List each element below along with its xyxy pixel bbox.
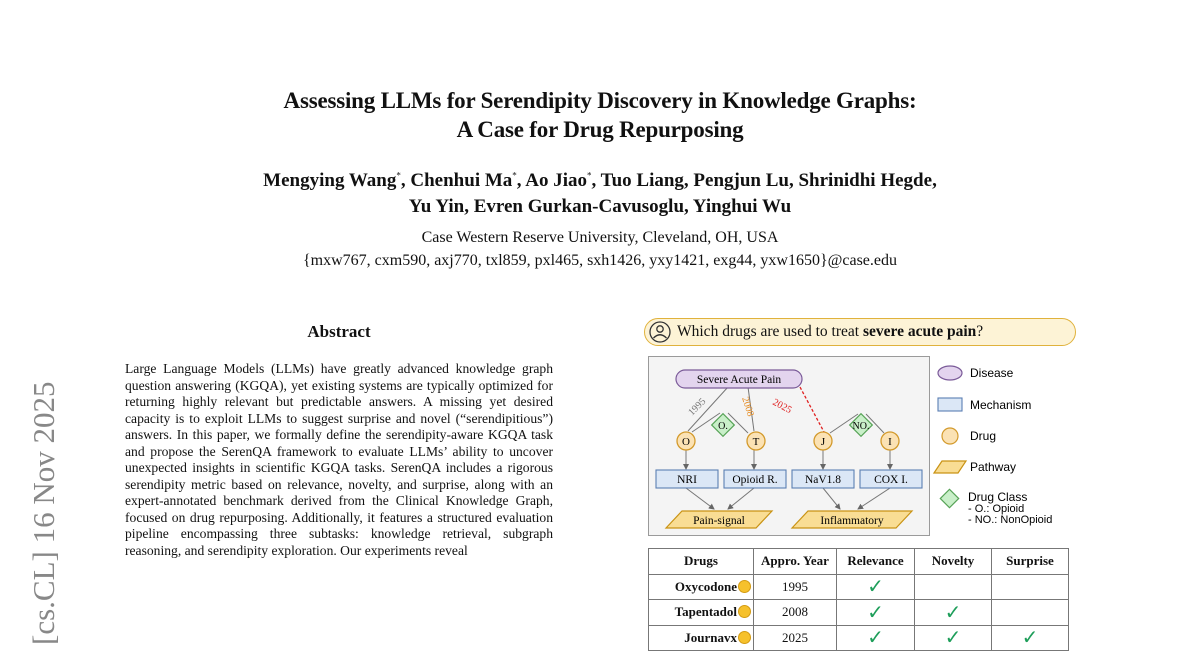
legend-drug-class-swatch bbox=[940, 489, 958, 507]
legend-mechanism-swatch bbox=[938, 398, 962, 411]
check-icon: ✓ bbox=[867, 625, 884, 650]
arxiv-stamp-text: [cs.CL] 16 Nov 2025 bbox=[26, 381, 61, 645]
question-text bbox=[677, 323, 983, 341]
legend-pathway-swatch bbox=[934, 461, 966, 473]
drug-class-node-o-label: O. bbox=[718, 421, 728, 432]
equal-contribution-mark: * bbox=[512, 170, 517, 181]
paper-title-line1: Assessing LLMs for Serendipity Discovery in Knowledge Graphs: bbox=[283, 88, 917, 113]
novelty-cell bbox=[915, 625, 992, 651]
drug-name-cell: Tapentadol bbox=[649, 600, 754, 626]
legend-drug-class-o: - O.: Opioid bbox=[968, 503, 1025, 515]
approval-year-cell: 2025 bbox=[754, 625, 837, 651]
col-novelty: Novelty bbox=[915, 549, 992, 575]
drug-table bbox=[648, 548, 1069, 651]
surprise-cell bbox=[992, 625, 1069, 651]
table-row bbox=[649, 574, 1069, 600]
col-surprise: Surprise bbox=[992, 549, 1069, 575]
novelty-cell bbox=[915, 574, 992, 600]
drug-class-node-no-label: NO. bbox=[852, 421, 870, 432]
author-name: Mengying Wang bbox=[263, 170, 397, 191]
edge-2025 bbox=[800, 387, 824, 432]
author-emails: {mxw767, cxm590, axj770, txl859, pxl465, sxh1426, yxy1421, exg44, yxw1650}@case.edu bbox=[302, 252, 898, 269]
paper-title-line2: A Case for Drug Repurposing bbox=[456, 117, 744, 142]
check-icon: ✓ bbox=[1021, 625, 1039, 650]
col-year: Appro. Year bbox=[754, 549, 837, 575]
drug-node-o-label: O bbox=[682, 436, 690, 448]
abstract-heading: Abstract bbox=[307, 322, 371, 341]
author-list-line2: Yu Yin, Evren Gurkan-Cavusoglu, Yinghui Wu bbox=[408, 196, 792, 217]
knowledge-graph bbox=[648, 356, 930, 536]
equal-contribution-mark: * bbox=[586, 170, 592, 181]
author-name: Tuo Liang bbox=[600, 170, 684, 191]
check-icon: ✓ bbox=[944, 599, 962, 624]
check-icon: ✓ bbox=[944, 625, 962, 650]
legend-disease-label: Disease bbox=[970, 366, 1014, 380]
graph-legend bbox=[932, 356, 1082, 536]
check-icon: ✓ bbox=[867, 574, 884, 599]
affiliation: Case Western Reserve University, Cleveland, OH, USA bbox=[421, 229, 779, 246]
legend-disease-swatch bbox=[938, 366, 962, 380]
surprise-cell bbox=[992, 574, 1069, 600]
disease-node-label: Severe Acute Pain bbox=[696, 374, 782, 386]
user-icon bbox=[648, 320, 672, 344]
mechanism-label-nav: NaV1.8 bbox=[804, 474, 842, 486]
legend-mechanism-label: Mechanism bbox=[970, 398, 1032, 412]
drug-name-cell: Oxycodone bbox=[649, 574, 754, 600]
edge-year-1995: 1995 bbox=[686, 396, 709, 419]
smiley-icon bbox=[738, 631, 751, 644]
drug-name-cell: Journavx bbox=[649, 625, 754, 651]
author-name: Pengjun Lu bbox=[693, 170, 789, 191]
pathway-label-inflammatory: Inflammatory bbox=[820, 515, 884, 527]
table-row bbox=[649, 625, 1069, 651]
relevance-cell bbox=[837, 600, 915, 626]
smiley-icon bbox=[738, 580, 751, 593]
table-row bbox=[649, 600, 1069, 626]
question-suffix: ? bbox=[976, 323, 984, 340]
legend-pathway-label: Pathway bbox=[970, 460, 1017, 474]
question-prefix: Which drugs are used to treat bbox=[677, 323, 863, 340]
drug-node-i-label: I bbox=[888, 436, 892, 448]
drug-node-j-label: J bbox=[820, 436, 826, 448]
author-list-line1: Mengying Wang*, Chenhui Ma*, Ao Jiao*, Tuo Liang, Pengjun Lu, Shrinidhi Hegde, bbox=[263, 170, 937, 191]
mechanism-label-opioid: Opioid R. bbox=[732, 474, 778, 486]
author-name: Shrinidhi Hegde bbox=[798, 170, 933, 191]
legend-drug-swatch bbox=[942, 428, 958, 444]
relevance-cell bbox=[837, 625, 915, 651]
novelty-cell bbox=[915, 600, 992, 626]
equal-contribution-mark: * bbox=[396, 170, 401, 181]
relevance-cell bbox=[837, 574, 915, 600]
smiley-icon bbox=[738, 605, 751, 618]
col-relevance: Relevance bbox=[837, 549, 915, 575]
drug-node-t-label: T bbox=[752, 436, 760, 448]
approval-year-cell: 2008 bbox=[754, 600, 837, 626]
edge-year-2025: 2025 bbox=[770, 396, 794, 417]
mechanism-label-nri: NRI bbox=[677, 474, 697, 486]
table-header-row bbox=[649, 549, 1069, 575]
author-name: Chenhui Ma bbox=[410, 170, 513, 191]
pathway-label-pain: Pain-signal bbox=[693, 515, 745, 527]
abstract-text: Large Language Models (LLMs) have greatly advanced knowledge graph question answering (KGQA), yet existing systems are typically optimized for returning highly relevant but predictable answers. A missing yet desired capacity is to exploit LLMs to suggest surprise and novel (“serendipitious”) answers. In this paper, we formally define the serendipity-aware KGQA task and propose the SerenQA framework to evaluate LLMs’ ability to uncover unexpected insights in scientific KGQA tasks. SerenQA includes a rigorous serendipity metric based on relevance, novelty, and surprise, along with an expert-annotated benchmark derived from the Clinical Knowledge Graph, focused on drug repurposing. Additionally, it features a structured evaluation pipeline encompassing three subtasks: knowledge retrieval, subgraph reasoning, and serendipity exploration. Our experiments reveal bbox=[125, 361, 553, 558]
check-icon: ✓ bbox=[867, 599, 884, 624]
mechanism-label-cox: COX I. bbox=[874, 474, 908, 486]
approval-year-cell: 1995 bbox=[754, 574, 837, 600]
author-name: Ao Jiao bbox=[525, 170, 587, 191]
arxiv-stamp bbox=[26, 325, 76, 645]
legend-drug-class-no: - NO.: NonOpioid bbox=[968, 514, 1053, 526]
legend-drug-class-label: Drug Class bbox=[968, 490, 1028, 504]
edge-year-2008: 2008 bbox=[739, 395, 756, 418]
legend-drug-label: Drug bbox=[970, 429, 997, 443]
question-disease: severe acute pain bbox=[862, 323, 977, 340]
col-drugs: Drugs bbox=[649, 549, 754, 575]
surprise-cell bbox=[992, 600, 1069, 626]
